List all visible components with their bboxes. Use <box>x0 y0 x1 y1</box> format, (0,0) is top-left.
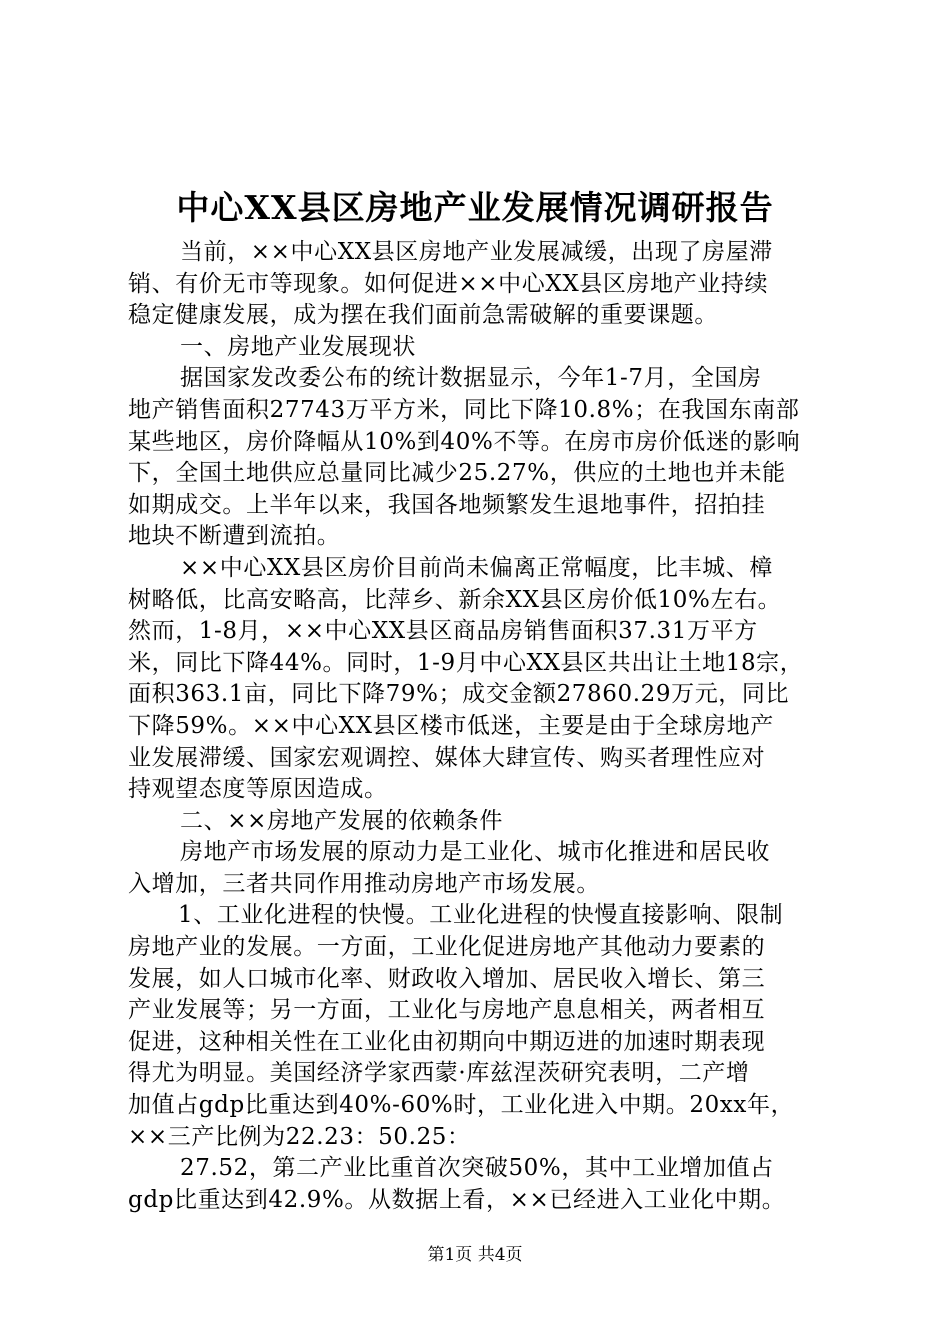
paragraph-line: 米，同比下降44%。同时，1-9月中心XX县区共出让土地18宗， <box>128 649 804 676</box>
paragraph-line: gdp比重达到42.9%。从数据上看，××已经进入工业化中期。 <box>128 1186 786 1213</box>
paragraph-line: 产业发展等；另一方面，工业化与房地产息息相关，两者相互 <box>128 997 766 1024</box>
paragraph-line: 27.52，第二产业比重首次突破50%，其中工业增加值占 <box>180 1155 774 1182</box>
section-heading: 一、房地产业发展现状 <box>180 333 416 360</box>
paragraph-line: 发展，如人口城市化率、财政收入增加、居民收入增长、第三 <box>128 965 766 992</box>
paragraph-line: 销、有价无市等现象。如何促进××中心XX县区房地产业持续 <box>128 270 769 297</box>
paragraph-line: 地产销售面积27743万平方米，同比下降10.8%；在我国东南部 <box>128 396 800 423</box>
paragraph-line: ××中心XX县区房价目前尚未偏离正常幅度，比丰城、樟 <box>180 554 773 581</box>
paragraph-line: 然而，1-8月，××中心XX县区商品房销售面积37.31万平方 <box>128 618 758 645</box>
paragraph-line: 房地产市场发展的原动力是工业化、城市化推进和居民收 <box>180 839 770 866</box>
paragraph-line: 1、工业化进程的快慢。工业化进程的快慢直接影响、限制 <box>178 902 784 929</box>
paragraph-line: 面积363.1亩，同比下降79%；成交金额27860.29万元，同比 <box>128 681 790 708</box>
paragraph-line: 持观望态度等原因造成。 <box>128 776 388 803</box>
paragraph-line: 房地产业的发展。一方面，工业化促进房地产其他动力要素的 <box>128 934 766 961</box>
paragraph-line: ××三产比例为22.23：50.25： <box>128 1123 471 1150</box>
paragraph-line: 当前，××中心XX县区房地产业发展减缓，出现了房屋滞 <box>180 239 773 265</box>
paragraph-line: 加值占gdp比重达到40%-60%时，工业化进入中期。20xx年， <box>128 1092 795 1119</box>
paragraph-line: 某些地区，房价降幅从10%到40%不等。在房市房价低迷的影响 <box>128 428 801 455</box>
page-number-footer: 第1页 共4页 <box>427 1245 523 1265</box>
paragraph-line: 得尤为明显。美国经济学家西蒙·库兹涅茨研究表明，二产增 <box>128 1060 750 1087</box>
paragraph-line: 如期成交。上半年以来，我国各地频繁发生退地事件，招拍挂 <box>128 491 766 518</box>
paragraph-line: 树略低，比高安略高，比萍乡、新余XX县区房价低10%左右。 <box>128 586 782 613</box>
document-title: 中心XX县区房地产业发展情况调研报告 <box>176 188 774 227</box>
paragraph-line: 下，全国土地供应总量同比减少25.27%，供应的土地也并未能 <box>128 460 786 487</box>
paragraph-line: 促进，这种相关性在工业化由初期向中期迈进的加速时期表现 <box>128 1028 766 1055</box>
document-body <box>128 237 836 1216</box>
paragraph-line: 入增加，三者共同作用推动房地产市场发展。 <box>128 870 600 897</box>
section-heading: 二、××房地产发展的依赖条件 <box>180 807 503 834</box>
paragraph-line: 据国家发改委公布的统计数据显示，今年1-7月，全国房 <box>180 365 762 392</box>
paragraph-line: 地块不断遭到流拍。 <box>128 523 341 550</box>
paragraph-line: 稳定健康发展，成为摆在我们面前急需破解的重要课题。 <box>128 302 718 329</box>
paragraph-line: 下降59%。××中心XX县区楼市低迷，主要是由于全球房地产 <box>128 712 774 739</box>
paragraph-line: 业发展滞缓、国家宏观调控、媒体大肆宣传、购买者理性应对 <box>128 744 766 771</box>
